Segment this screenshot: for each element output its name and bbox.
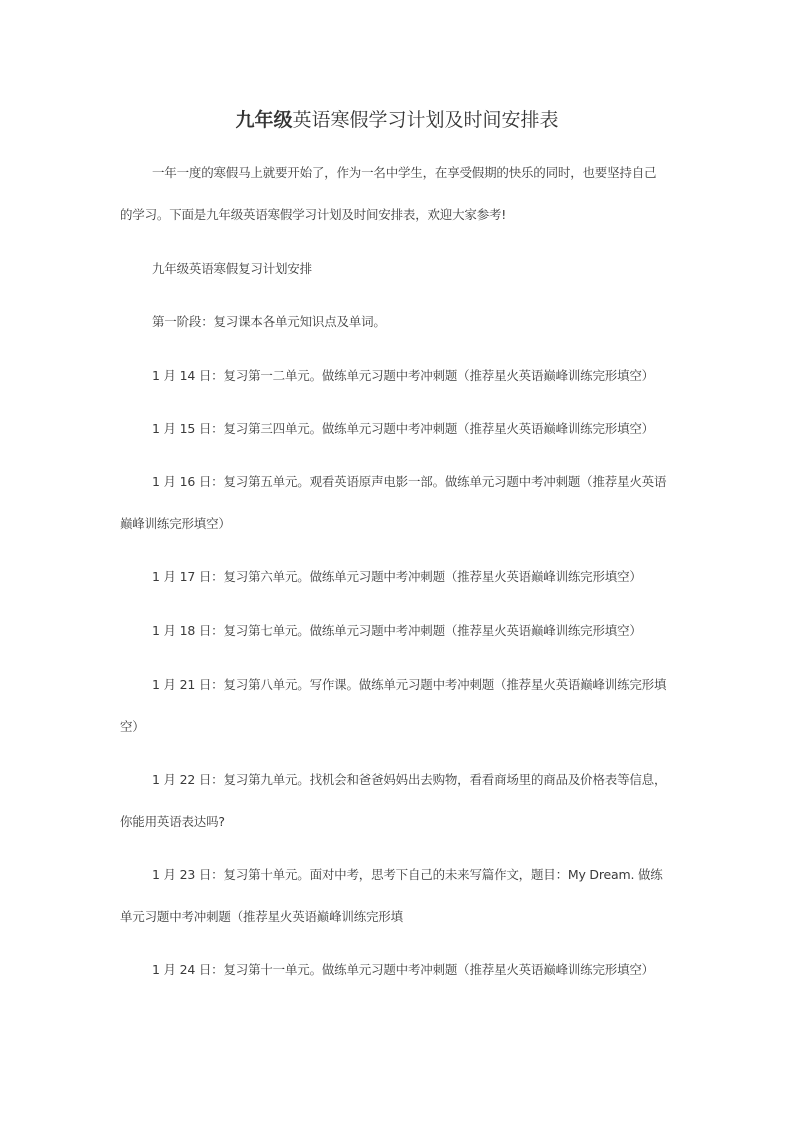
schedule-entry-jan21: 1 月 21 日：复习第八单元。写作课。做练单元习题中考冲刺题（推荐星火英语巅峰训练完形填 <box>152 677 667 692</box>
intro-paragraph-line-1: 一年一度的寒假马上就要开始了，作为一名中学生，在享受假期的快乐的同时，也要坚持自己 <box>152 165 657 180</box>
schedule-entry-jan23-cont: 单元习题中考冲刺题（推荐星火英语巅峰训练完形填 <box>120 909 403 924</box>
title-rest-part: 英语寒假学习计划及时间安排表 <box>292 109 559 131</box>
schedule-entry-jan23: 1 月 23 日：复习第十单元。面对中考，思考下自己的未来写篇作文，题目：My Dream. 做练 <box>152 867 663 882</box>
schedule-entry-jan15: 1 月 15 日：复习第三四单元。做练单元习题中考冲刺题（推荐星火英语巅峰训练完形填空） <box>152 421 654 436</box>
schedule-entry-jan17: 1 月 17 日：复习第六单元。做练单元习题中考冲刺题（推荐星火英语巅峰训练完形填空） <box>152 569 642 584</box>
title-bold-part: 九年级 <box>235 109 293 131</box>
schedule-entry-jan24: 1 月 24 日：复习第十一单元。做练单元习题中考冲刺题（推荐星火英语巅峰训练完形填空） <box>152 962 654 977</box>
schedule-entry-jan16-cont: 巅峰训练完形填空） <box>120 516 231 531</box>
page-title <box>0 106 794 134</box>
stage-heading: 第一阶段：复习课本各单元知识点及单词。 <box>152 314 386 329</box>
schedule-entry-jan16: 1 月 16 日：复习第五单元。观看英语原声电影一部。做练单元习题中考冲刺题（推荐星火英语 <box>152 474 667 489</box>
schedule-entry-jan22: 1 月 22 日：复习第九单元。找机会和爸爸妈妈出去购物，看看商场里的商品及价格表等信息， <box>152 772 667 787</box>
plan-subheading: 九年级英语寒假复习计划安排 <box>152 261 312 276</box>
schedule-entry-jan14: 1 月 14 日：复习第一二单元。做练单元习题中考冲刺题（推荐星火英语巅峰训练完形填空） <box>152 368 654 383</box>
schedule-entry-jan22-cont: 你能用英语表达吗? <box>120 814 225 829</box>
intro-paragraph-line-2: 的学习。下面是九年级英语寒假学习计划及时间安排表，欢迎大家参考! <box>120 207 507 222</box>
schedule-entry-jan21-cont: 空） <box>120 719 145 734</box>
schedule-entry-jan18: 1 月 18 日：复习第七单元。做练单元习题中考冲刺题（推荐星火英语巅峰训练完形填空） <box>152 623 642 638</box>
